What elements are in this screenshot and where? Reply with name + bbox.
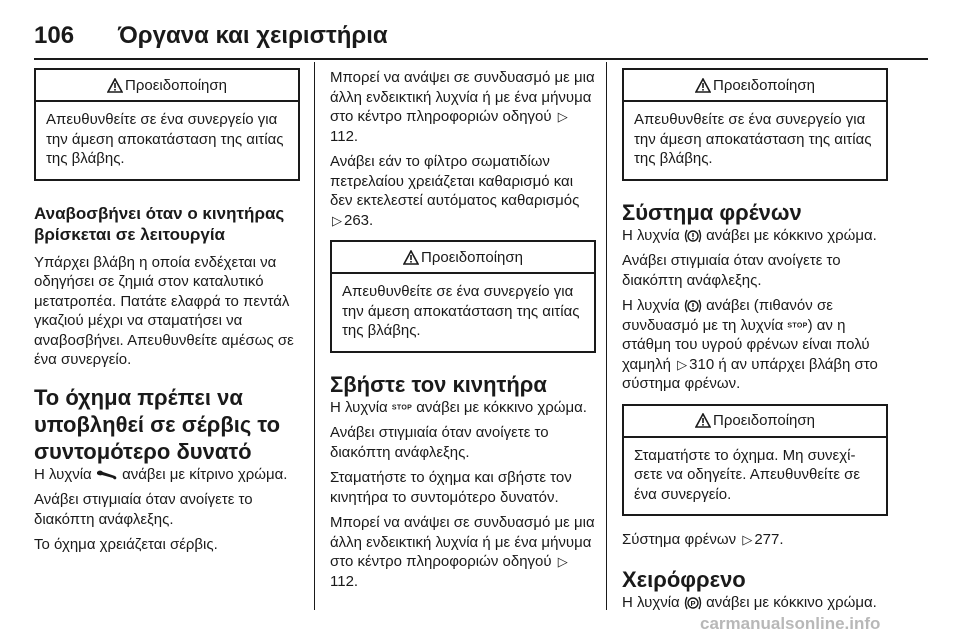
page-title: Όργανα και χειριστήρια	[118, 22, 388, 49]
page-ref-arrow-icon: ▷	[557, 554, 568, 570]
para-stop-4: Μπορεί να ανάψει σε συνδυασμό με μια άλλη ενδεικτική λυχνία ή με ένα μήνυμα στο κέντρο πληροφοριών οδηγού ▷112.	[330, 514, 595, 590]
warning-box-2	[330, 240, 596, 353]
para-brake-3: Η λυχνία ανάβει (πιθανόν σε συνδυασμό με τη λυχνία STOP) αν η στάθμη του υγρού φρένων είναι πολύ χαμηλή ▷ 310 ή αν υπάρχει βλάβη στο σύστημα φρένων.	[622, 297, 878, 393]
heading-stop: Σβήστε τον κινητήρα	[330, 371, 547, 397]
warning-label: Προειδοποίηση	[713, 412, 815, 430]
column-2	[330, 68, 596, 597]
para-service-3: Το όχημα χρειάζεται σέρβις.	[34, 536, 218, 553]
column-1	[34, 68, 300, 561]
stop-icon: STOP	[787, 321, 808, 329]
column-divider-1	[314, 62, 315, 610]
para-combination: Μπορεί να ανάψει σε συνδυασμό με μια άλλη ενδεικτική λυχνία ή με ένα μήνυμα στο κέντρο πληροφοριών οδηγού ▷112.	[330, 69, 595, 145]
brake-warning-icon	[684, 298, 702, 314]
para-stop-1: Η λυχνία STOP ανάβει με κόκκινο χρώμα.	[330, 398, 587, 416]
warning-header	[624, 406, 886, 438]
para-park: Η λυχνία P ανάβει με κόκκινο χρώμα.	[622, 593, 877, 611]
warning-text: Απευθυνθείτε σε ένα συνεργείο για την άμεση αποκατάσταση της αιτίας της βλάβης.	[342, 283, 580, 339]
warning-header	[624, 70, 886, 102]
warning-triangle-icon	[695, 78, 711, 93]
para-brake-4: Σύστημα φρένων ▷ 277.	[622, 531, 784, 549]
page-ref[interactable]: 112.	[330, 572, 359, 590]
heading-flash: Αναβοσβήνει όταν ο κινητήρας βρίσκεται σε λειτουργία	[34, 203, 285, 244]
brake-warning-icon	[684, 228, 702, 244]
para-stop-3: Σταματήστε το όχημα και σβήστε τον κινητήρα το συντομότερο δυνατόν.	[330, 469, 572, 506]
warning-label: Προειδοποίηση	[421, 248, 523, 266]
warning-label: Προειδοποίηση	[125, 76, 227, 94]
para-brake-1: Η λυχνία ανάβει με κόκκινο χρώμα.	[622, 226, 877, 244]
para-particle-filter: Ανάβει εάν το φίλτρο σωματιδίων πετρελαίου χρειάζεται καθαρισμό και δεν εκτελεστεί αυτόματος καθαρισμός ▷ 263.	[330, 153, 580, 229]
svg-text:P: P	[690, 598, 696, 608]
heading-service: Το όχημα πρέπει να υποβληθεί σε σέρβις το συντομότερο δυνατό	[34, 384, 281, 464]
stop-icon: STOP	[391, 403, 413, 411]
warning-triangle-icon	[695, 413, 711, 428]
heading-brake: Σύστημα φρένων	[622, 199, 802, 225]
para-brake-2: Ανάβει στιγμιαία όταν ανοίγετε το διακόπτη ανάφλεξης.	[622, 252, 841, 289]
page-ref-arrow-icon: ▷	[742, 532, 753, 548]
page-ref[interactable]: 263.	[344, 211, 374, 229]
para-service-2: Ανάβει στιγμιαία όταν ανοίγετε το διακόπτη ανάφλεξης.	[34, 491, 253, 528]
column-3	[622, 68, 888, 618]
page-ref-arrow-icon: ▷	[557, 109, 568, 124]
warning-text: Απευθυνθείτε σε ένα συνεργείο για την άμεση αποκατάσταση της αιτίας της βλάβης.	[634, 111, 872, 167]
para-stop-2: Ανάβει στιγμιαία όταν ανοίγετε το διακόπτη ανάφλεξης.	[330, 424, 549, 461]
page-ref-arrow-icon: ▷	[677, 356, 688, 372]
page-number: 106	[34, 22, 75, 49]
para-service-1: Η λυχνία ανάβει με κίτρινο χρώμα.	[34, 465, 288, 483]
warning-header	[36, 70, 298, 102]
page-ref[interactable]: 112.	[330, 127, 359, 145]
watermark: carmanualsonline.info	[700, 614, 881, 633]
warning-label: Προειδοποίηση	[713, 76, 815, 94]
heading-parking-brake: Χειρόφρενο	[622, 566, 746, 592]
warning-triangle-icon	[403, 250, 419, 265]
warning-text: Σταματήστε το όχημα. Μη συνεχί-σετε να οδηγείτε. Απευθυνθείτε σε ένα συνεργείο.	[634, 446, 861, 503]
warning-triangle-icon	[107, 78, 123, 93]
column-divider-2	[606, 62, 607, 610]
para-flash: Υπάρχει βλάβη η οποία ενδέχεται να οδηγήσει σε ζημιά στον καταλυτικό μετατροπέα. Πατάτε ελαφρά το πεντάλ γκαζιού μέχρι να σταματήσει να αναβοσβήνει. Απευθυνθείτε αμέσως σε ένα συνεργείο.	[34, 253, 294, 368]
warning-text: Απευθυνθείτε σε ένα συνεργείο για την άμεση αποκατάσταση της αιτίας της βλάβης.	[46, 111, 284, 167]
page-ref[interactable]: 277.	[754, 531, 784, 549]
page-header	[0, 0, 960, 56]
warning-header	[332, 242, 594, 274]
page-ref-arrow-icon: ▷	[332, 212, 342, 228]
wrench-icon	[96, 469, 118, 481]
parking-brake-icon	[684, 595, 702, 611]
warning-box-3	[622, 68, 888, 181]
warning-box-1	[34, 68, 300, 181]
header-rule	[34, 58, 928, 60]
page-ref[interactable]: 310	[689, 355, 715, 373]
warning-box-4	[622, 404, 888, 517]
